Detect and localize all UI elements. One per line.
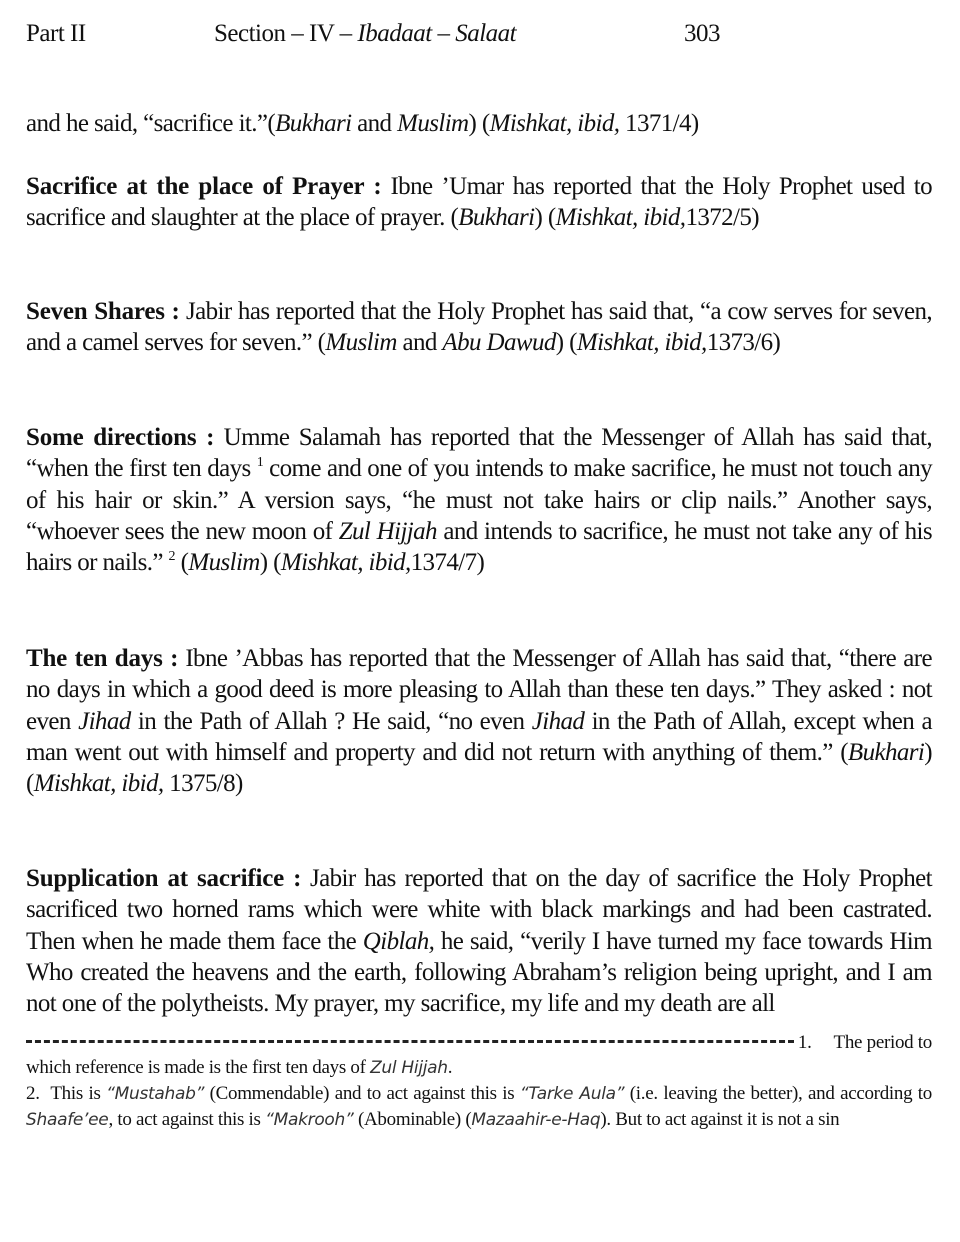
italic-text: Muslim bbox=[188, 549, 260, 577]
text-run: (Abominable) ( bbox=[353, 1109, 472, 1130]
paragraph-continuation bbox=[26, 108, 932, 139]
italic-text: Qiblah, bbox=[362, 927, 435, 955]
paragraph-heading: Some directions : bbox=[26, 424, 215, 451]
footnote-1-line bbox=[26, 1030, 932, 1055]
paragraph-heading: The ten days : bbox=[26, 645, 179, 672]
paragraph-supplication-at-sacrifice bbox=[26, 863, 932, 1019]
italic-term: “Tarke Aula” bbox=[519, 1084, 625, 1104]
italic-text: Bukhari bbox=[275, 110, 352, 137]
paragraph-seven-shares bbox=[26, 296, 932, 359]
text-run: Ibne ’Umar has reported that the Holy Prophet used to sacrifice and slaughter at the place of prayer. ( bbox=[26, 173, 932, 232]
text-run: and bbox=[351, 110, 398, 137]
footnote-reference: 1 bbox=[256, 455, 264, 471]
running-header bbox=[26, 20, 932, 52]
footnote-1-lead: The period to bbox=[833, 1032, 932, 1053]
text-run: (i.e. leaving the better), and according to bbox=[624, 1083, 932, 1104]
paragraph-heading: Seven Shares : bbox=[26, 298, 180, 325]
italic-text: Muslim bbox=[397, 110, 469, 137]
footnote-reference: 2 bbox=[168, 549, 175, 565]
text-run: which reference is made is the first ten days of bbox=[26, 1057, 371, 1078]
text-run: Jabir has reported that on the day of sacrifice the Holy Prophet sacrificed two horned rams which were white with black markings and had been castrated. Then when he made them face the bbox=[26, 865, 932, 955]
paragraph-the-ten-days bbox=[26, 643, 932, 799]
text-run: ( bbox=[174, 549, 189, 577]
italic-term: “Mustahab” bbox=[106, 1084, 205, 1104]
italic-term: Zul Hijjah bbox=[370, 1058, 448, 1078]
footnote-1-marker: 1. bbox=[797, 1032, 812, 1053]
header-section-italic: Ibadaat – Salaat bbox=[357, 20, 517, 47]
text-run: he said, “verily I have turned my face towards Him Who created the heavens and the earth, following Abraham’s religion being upright, and I am not one of the polytheists. My prayer, my sacrifice, my life and my death are all bbox=[26, 927, 933, 1018]
italic-text: Jihad bbox=[531, 707, 585, 735]
text-run: . bbox=[447, 1057, 453, 1078]
text-run: Ibne ’Abbas has reported that the Messenger of Allah has said that, “there are no days in which a good deed is more pleasing to Allah than these ten days.” They asked : not even bbox=[26, 645, 932, 735]
italic-text: Mishkat, ibid, bbox=[33, 770, 164, 798]
text-run: , to act against this is bbox=[108, 1109, 266, 1130]
text-run: Jabir has reported that the Holy Prophet has said that, “a cow serves for seven, and a camel serves for seven.” ( bbox=[26, 298, 932, 357]
header-section-prefix: Section – IV – bbox=[214, 20, 358, 47]
footnote-2-marker: 2. bbox=[26, 1083, 51, 1104]
text-run: and intends to sacrifice, he must not take any of his hairs or nails.” bbox=[26, 517, 932, 577]
footnote-1-text bbox=[26, 1055, 932, 1081]
text-run: in the Path of Allah ? He said, “no even bbox=[130, 707, 532, 735]
text-run: (Commendable) and to act against this is bbox=[204, 1083, 520, 1104]
italic-text: Zul Hijjah bbox=[338, 517, 437, 545]
footnote-separator bbox=[26, 1040, 794, 1043]
text-run: 1372/5) bbox=[685, 204, 760, 232]
text-run: in the Path of Allah, except when a man went out with himself and property and did not return with anything of them.” ( bbox=[26, 707, 932, 766]
footnote-2 bbox=[26, 1081, 932, 1133]
italic-text: Mishkat, ibid, bbox=[489, 110, 620, 137]
text-run: 1373/6) bbox=[706, 329, 781, 357]
text-run: This is bbox=[50, 1083, 107, 1104]
italic-text: Muslim bbox=[325, 329, 397, 357]
italic-term: Mazaahir-e-Haq bbox=[471, 1110, 601, 1130]
text-run: 1371/4) bbox=[619, 110, 699, 137]
text-run: ). But to act against it is not a sin bbox=[600, 1109, 840, 1130]
text-run: and he said, “sacrifice it.”( bbox=[26, 110, 276, 137]
text-run: ) ( bbox=[259, 549, 281, 577]
paragraph-heading: Supplication at sacrifice : bbox=[26, 865, 302, 892]
italic-text: Abu Dawud bbox=[442, 329, 556, 357]
text-run: 1375/8) bbox=[163, 770, 243, 798]
text-run: ) ( bbox=[534, 204, 556, 232]
italic-text: Jihad bbox=[78, 707, 131, 735]
text-run: ) ( bbox=[26, 738, 932, 798]
text-run: 1374/7) bbox=[410, 549, 485, 577]
text-run: ) ( bbox=[555, 329, 577, 357]
page-number: 303 bbox=[684, 20, 720, 47]
paragraph-sacrifice-at-place-of-prayer bbox=[26, 171, 932, 234]
italic-text: Bukhari bbox=[847, 738, 925, 766]
paragraph-some-directions bbox=[26, 422, 932, 578]
text-run: Umme Salamah has reported that the Messenger of Allah has said that, “when the first ten days bbox=[26, 424, 932, 483]
header-section bbox=[214, 20, 516, 48]
header-part: Part II bbox=[26, 20, 86, 47]
italic-text: Mishkat, ibid, bbox=[576, 329, 707, 357]
italic-term: “Makrooh” bbox=[265, 1110, 354, 1130]
italic-term: Shaafe’ee bbox=[26, 1110, 109, 1130]
text-run: ) ( bbox=[468, 110, 490, 137]
italic-text: Bukhari bbox=[458, 204, 535, 232]
text-run: come and one of you intends to make sacrifice, he must not touch any of his hair or skin.” A version says, “he must not take hairs or clip nails.” Another says, “whoever sees the new moon of bbox=[26, 455, 933, 545]
text-run: and bbox=[396, 329, 443, 357]
footnotes bbox=[26, 1030, 932, 1133]
italic-text: Mishkat, ibid, bbox=[555, 204, 686, 232]
italic-text: Mishkat, ibid, bbox=[280, 549, 411, 577]
paragraph-heading: Sacrifice at the place of Prayer : bbox=[26, 173, 382, 200]
